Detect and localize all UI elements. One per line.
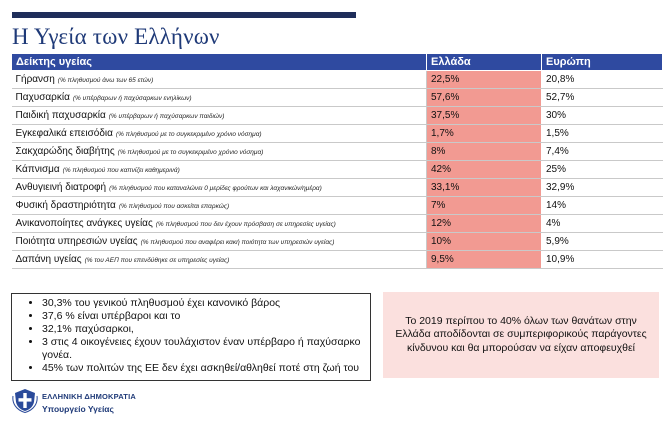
greece-value: 22,5% xyxy=(427,71,542,89)
table-row xyxy=(12,125,663,143)
indicator-name: Δαπάνη υγείας xyxy=(15,254,82,265)
indicator-name: Γήρανση xyxy=(15,74,55,85)
table-row xyxy=(12,179,663,197)
footer-org-name: ΕΛΛΗΝΙΚΗ ΔΗΜΟΚΡΑΤΙΑ xyxy=(42,392,136,401)
table-body xyxy=(12,71,663,269)
list-item: • 3 στις 4 οικογένειες έχουν τουλάχιστον έναν υπέρβαρο ή παχύσαρκο γονέα. xyxy=(42,336,364,362)
indicator-cell xyxy=(12,71,427,89)
indicator-definition: (% πληθυσμού με το συγκεκριμένο χρόνιο νόσημα) xyxy=(115,131,262,138)
indicator-name: Ανικανοποίητες ανάγκες υγείας xyxy=(15,218,153,229)
indicator-definition: (% πληθυσμού που καπνίζει καθημερινά) xyxy=(62,167,180,174)
table-row xyxy=(12,197,663,215)
indicator-cell xyxy=(12,161,427,179)
indicator-cell xyxy=(12,107,427,125)
indicator-definition: (% του ΑΕΠ που επενδύθηκε σε υπηρεσίες υγείας) xyxy=(84,257,230,264)
indicator-name: Φυσική δραστηριότητα xyxy=(15,200,116,211)
indicator-cell xyxy=(12,143,427,161)
europe-value: 10,9% xyxy=(542,251,663,269)
indicator-cell xyxy=(12,179,427,197)
greek-coat-of-arms-icon xyxy=(12,387,38,413)
europe-value: 1,5% xyxy=(542,125,663,143)
greece-value: 57,6% xyxy=(427,89,542,107)
indicator-cell xyxy=(12,125,427,143)
indicator-name: Ποιότητα υπηρεσιών υγείας xyxy=(15,236,138,247)
indicator-definition: (% πληθυσμού που καταναλώνει 0 μερίδες φρούτων και λαχανικών/ημέρα) xyxy=(109,185,322,192)
greece-value: 8% xyxy=(427,143,542,161)
greece-value: 7% xyxy=(427,197,542,215)
table-row xyxy=(12,107,663,125)
greece-value: 1,7% xyxy=(427,125,542,143)
europe-value: 52,7% xyxy=(542,89,663,107)
page-title: Η Υγεία των Ελλήνων xyxy=(12,24,220,49)
indicator-definition: (% πληθυσμού που δεν έχουν πρόσβαση σε υπηρεσίες υγείας) xyxy=(155,221,336,228)
facts-box xyxy=(11,293,371,381)
indicator-name: Παχυσαρκία xyxy=(15,92,70,103)
europe-value: 30% xyxy=(542,107,663,125)
header-europe: Ευρώπη xyxy=(542,54,663,71)
indicator-cell xyxy=(12,251,427,269)
indicator-cell xyxy=(12,197,427,215)
table-row xyxy=(12,71,663,89)
footer-ministry-name: Υπουργείο Υγείας xyxy=(42,404,114,414)
europe-value: 14% xyxy=(542,197,663,215)
facts-list xyxy=(20,297,364,375)
indicator-definition: (% πληθυσμού άνω των 65 ετών) xyxy=(57,77,154,84)
health-indicators-table xyxy=(11,53,663,269)
europe-value: 20,8% xyxy=(542,71,663,89)
indicator-name: Παιδική παχυσαρκία xyxy=(15,110,106,121)
greece-value: 37,5% xyxy=(427,107,542,125)
indicator-cell xyxy=(12,233,427,251)
table-header-row xyxy=(12,54,663,71)
indicator-name: Κάπνισμα xyxy=(15,164,60,175)
indicator-definition: (% πληθυσμού που αναφέρει κακή ποιότητα των υπηρεσιών υγείας) xyxy=(140,239,335,246)
europe-value: 25% xyxy=(542,161,663,179)
list-item: • 45% των πολιτών της ΕΕ δεν έχει ασκηθεί/αθληθεί ποτέ στη ζωή του xyxy=(42,362,364,375)
mortality-note-box xyxy=(383,292,659,378)
mortality-note-text: Το 2019 περίπου το 40% όλων των θανάτων στην Ελλάδα αποδίδονται σε συμπεριφορικούς παράγοντες κίνδυνου και θα μπορούσαν να είχαν αποφευχθεί xyxy=(395,314,647,354)
greece-value: 42% xyxy=(427,161,542,179)
top-accent-bar xyxy=(12,12,356,18)
europe-value: 32,9% xyxy=(542,179,663,197)
europe-value: 5,9% xyxy=(542,233,663,251)
greece-value: 12% xyxy=(427,215,542,233)
indicator-definition: (% υπέρβαρων ή παχύσαρκων ενηλίκων) xyxy=(72,95,192,102)
indicator-name: Εγκεφαλικά επεισόδια xyxy=(15,128,113,139)
table-row xyxy=(12,233,663,251)
table-row xyxy=(12,215,663,233)
greece-value: 9,5% xyxy=(427,251,542,269)
list-item: • 30,3% του γενικού πληθυσμού έχει κανονικό βάρος xyxy=(42,297,364,310)
table-row xyxy=(12,89,663,107)
greece-value: 10% xyxy=(427,233,542,251)
table-row xyxy=(12,143,663,161)
indicator-name: Ανθυγιεινή διατροφή xyxy=(15,182,107,193)
indicator-name: Σακχαρώδης διαβήτης xyxy=(15,146,115,157)
europe-value: 7,4% xyxy=(542,143,663,161)
table-row xyxy=(12,161,663,179)
indicator-definition: (% υπέρβαρων ή παχύσαρκων παιδιών) xyxy=(108,113,225,120)
indicator-cell xyxy=(12,215,427,233)
list-item: • 32,1% παχύσαρκοι, xyxy=(42,323,364,336)
greece-value: 33,1% xyxy=(427,179,542,197)
europe-value: 4% xyxy=(542,215,663,233)
indicator-definition: (% πληθυσμού με το συγκεκριμένο χρόνιο νόσημα) xyxy=(117,149,264,156)
list-item: • 37,6 % είναι υπέρβαροι και το xyxy=(42,310,364,323)
header-greece: Ελλάδα xyxy=(427,54,542,71)
indicator-cell xyxy=(12,89,427,107)
indicator-definition: (% πληθυσμού που ασκείται επαρκώς) xyxy=(118,203,230,210)
header-indicator: Δείκτης υγείας xyxy=(12,54,427,71)
table-row xyxy=(12,251,663,269)
